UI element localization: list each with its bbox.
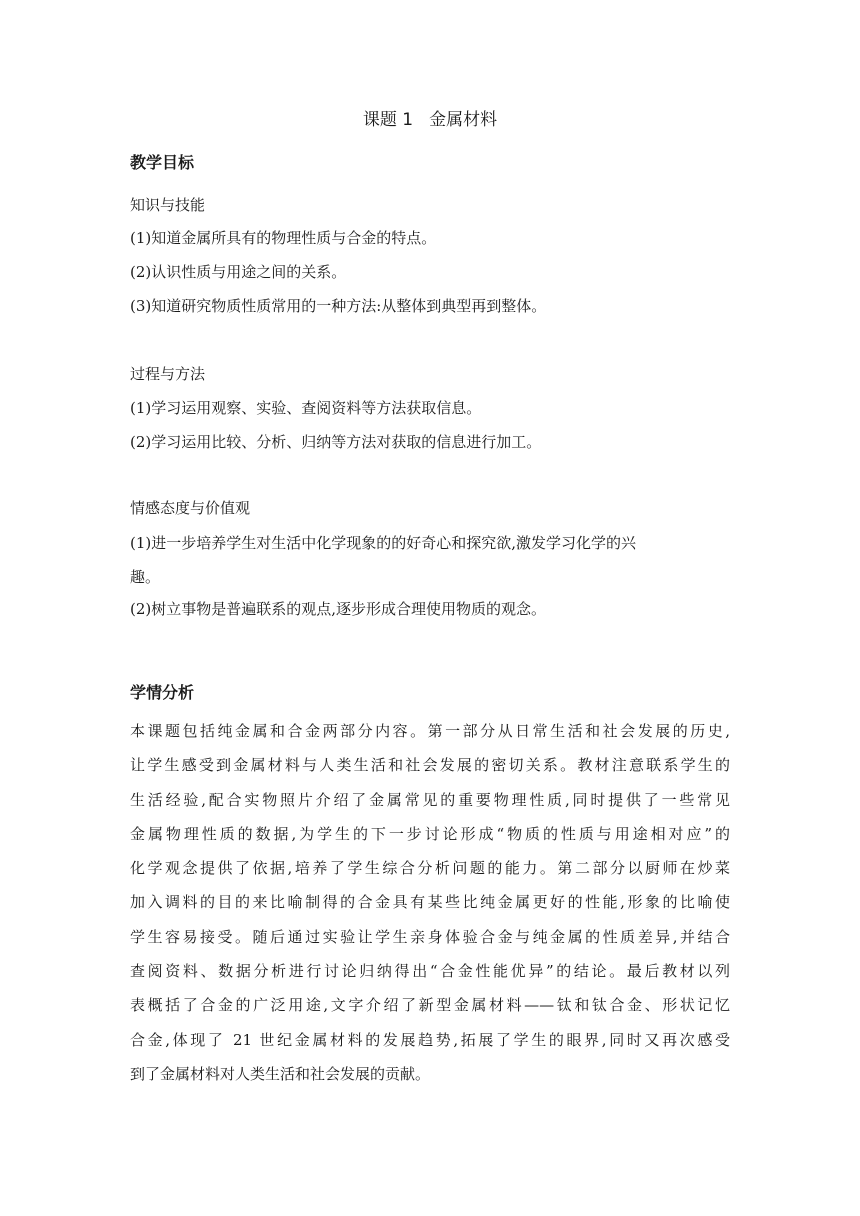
- analysis-line: 让学生感受到金属材料与人类生活和社会发展的密切关系。教材注意联系学生的: [130, 756, 730, 775]
- knowledge-item: (2)认识性质与用途之间的关系。: [130, 263, 347, 281]
- analysis-line: 生活经验,配合实物照片介绍了金属常见的重要物理性质,同时提供了一些常见: [130, 790, 730, 809]
- analysis-line: 到了金属材料对人类生活和社会发展的贡献。: [130, 1064, 431, 1083]
- analysis-heading: 学情分析: [130, 683, 195, 702]
- process-methods-heading: 过程与方法: [130, 365, 206, 383]
- emotion-item: (2)树立事物是普遍联系的观点,逐步形成合理使用物质的观念。: [130, 600, 547, 618]
- knowledge-skills-heading: 知识与技能: [130, 196, 206, 214]
- emotion-values-heading: 情感态度与价值观: [130, 499, 251, 517]
- analysis-line: 查阅资料、数据分析进行讨论归纳得出“合金性能优异”的结论。最后教材以列: [130, 962, 730, 981]
- knowledge-item: (1)知道金属所具有的物理性质与合金的特点。: [130, 229, 437, 247]
- emotion-item-continuation: 趣。: [130, 568, 161, 586]
- page-title: [0, 108, 860, 132]
- lesson-number: 课题 1: [362, 110, 414, 130]
- knowledge-item: (3)知道研究物质性质常用的一种方法:从整体到典型再到整体。: [130, 297, 547, 315]
- teaching-goals-heading: 教学目标: [130, 153, 195, 172]
- analysis-line: 金属物理性质的数据,为学生的下一步讨论形成“物质的性质与用途相对应”的: [130, 824, 730, 843]
- analysis-line: 合金,体现了 21 世纪金属材料的发展趋势,拓展了学生的眼界,同时又再次感受: [130, 1030, 730, 1049]
- process-item: (1)学习运用观察、实验、查阅资料等方法获取信息。: [130, 399, 482, 417]
- analysis-line: 学生容易接受。随后通过实验让学生亲身体验合金与纯金属的性质差异,并结合: [130, 927, 730, 946]
- analysis-paragraph: [130, 714, 730, 1091]
- analysis-line: 本课题包括纯金属和合金两部分内容。第一部分从日常生活和社会发展的历史,: [130, 722, 730, 740]
- lesson-name: 金属材料: [429, 110, 498, 130]
- emotion-item: (1)进一步培养学生对生活中化学现象的的好奇心和探究欲,激发学习化学的兴: [130, 534, 637, 552]
- analysis-line: 表概括了合金的广泛用途,文字介绍了新型金属材料——钛和钛合金、形状记忆: [130, 996, 730, 1015]
- analysis-line: 加入调料的目的来比喻制得的合金具有某些比纯金属更好的性能,形象的比喻使: [130, 893, 730, 912]
- analysis-line: 化学观念提供了依据,培养了学生综合分析问题的能力。第二部分以厨师在炒菜: [130, 859, 730, 878]
- process-item: (2)学习运用比较、分析、归纳等方法对获取的信息进行加工。: [130, 433, 542, 451]
